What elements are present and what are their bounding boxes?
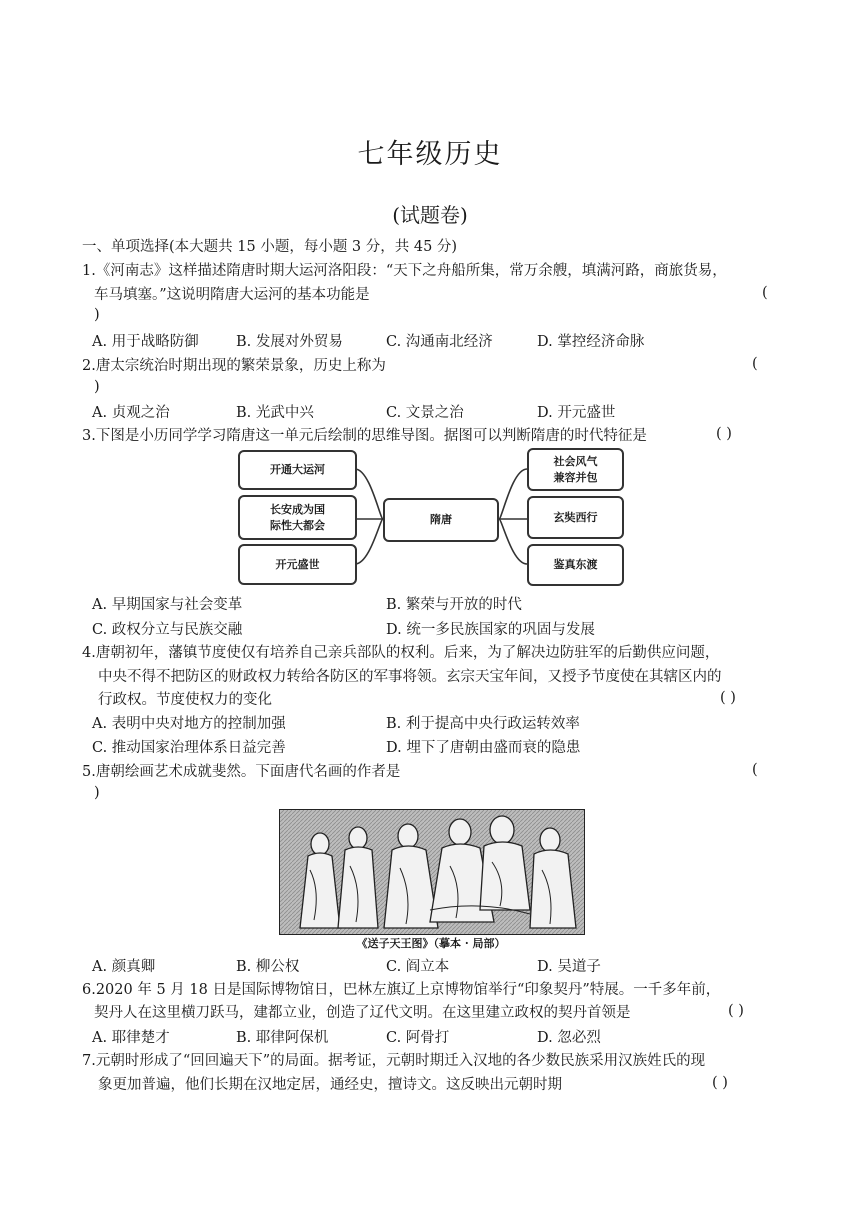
q7-answer-paren: ( ) [712, 1075, 728, 1091]
q1-stem-line1: 1.《河南志》这样描述隋唐时期大运河洛阳段：“天下之舟船所集，常万余艘，填满河路，商旅货易， [82, 263, 727, 279]
q1-answer-paren-close: ) [94, 307, 100, 323]
q4-option-c: C. 推动国家治理体系日益完善 [92, 740, 286, 756]
painting-image [279, 809, 585, 935]
mind-map-node-right-1: 社会风气 兼容并包 [527, 448, 624, 491]
page-subtitle: (试题卷) [392, 203, 468, 227]
q6-stem-line2: 契丹人在这里横刀跃马，建都立业，创造了辽代文明。在这里建立政权的契丹首领是 [94, 1005, 631, 1021]
q4-stem-line3: 行政权。节度使权力的变化 [98, 692, 272, 708]
q6-stem-line1: 6.2020 年 5 月 18 日是国际博物馆日，巴林左旗辽上京博物馆举行“印象契丹”特展。一千多年前， [82, 982, 721, 998]
q5-answer-paren-open: ( [752, 762, 758, 778]
q4-option-d: D. 埋下了唐朝由盛而衰的隐患 [386, 740, 581, 756]
q6-option-a: A. 耶律楚才 [92, 1030, 170, 1046]
q3-option-b: B. 繁荣与开放的时代 [386, 597, 522, 613]
q3-answer-paren: ( ) [716, 426, 732, 442]
page-title: 七年级历史 [357, 139, 503, 170]
q2-stem-line1: 2.唐太宗统治时期出现的繁荣景象，历史上称为 [82, 358, 386, 374]
q5-stem-line1: 5.唐朝绘画艺术成就斐然。下面唐代名画的作者是 [82, 764, 401, 780]
q2-answer-paren-close: ) [94, 379, 100, 395]
q2-option-a: A. 贞观之治 [92, 405, 170, 421]
connector-left-bottom [355, 519, 383, 564]
mind-map-node-center: 隋唐 [383, 498, 499, 542]
mind-map-node-left-1: 开通大运河 [238, 450, 357, 490]
q6-answer-paren: ( ) [728, 1003, 744, 1019]
q2-option-d: D. 开元盛世 [537, 405, 616, 421]
q5-answer-paren-close: ) [94, 785, 100, 801]
q3-option-a: A. 早期国家与社会变革 [92, 597, 243, 613]
painting-illustration [280, 810, 584, 934]
q1-option-c: C. 沟通南北经济 [386, 334, 493, 350]
q3-option-d: D. 统一多民族国家的巩固与发展 [386, 622, 595, 638]
q5-option-d: D. 吴道子 [537, 959, 601, 975]
mind-map-node-right-2: 玄奘西行 [527, 496, 624, 539]
q1-answer-paren-open: ( [762, 285, 768, 301]
mind-map-node-left-2: 长安成为国 际性大都会 [238, 495, 357, 540]
q4-answer-paren: ( ) [720, 690, 736, 706]
section-heading: 一、单项选择(本大题共 15 小题，每小题 3 分，共 45 分) [82, 239, 458, 255]
q7-stem-line2: 象更加普遍，他们长期在汉地定居，通经史，擅诗文。这反映出元朝时期 [98, 1077, 562, 1093]
connector-left-top [355, 469, 383, 519]
q6-option-d: D. 忽必烈 [537, 1030, 601, 1046]
q7-stem-line1: 7.元朝时形成了“回回遍天下”的局面。据考证，元朝时期迁入汉地的各少数民族采用汉族姓氏的现 [82, 1053, 706, 1069]
q4-option-b: B. 利于提高中央行政运转效率 [386, 716, 580, 732]
mind-map-node-left-3: 开元盛世 [238, 544, 357, 585]
q5-option-a: A. 颜真卿 [92, 959, 156, 975]
q4-stem-line1: 4.唐朝初年，藩镇节度使仅有培养自己亲兵部队的权利。后来，为了解决边防驻军的后勤供应问题， [82, 645, 720, 661]
q5-option-c: C. 阎立本 [386, 959, 450, 975]
mind-map-node-right-3: 鉴真东渡 [527, 544, 624, 586]
q4-option-a: A. 表明中央对地方的控制加强 [92, 716, 286, 732]
q1-option-a: A. 用于战略防御 [92, 334, 199, 350]
q2-option-b: B. 光武中兴 [236, 405, 314, 421]
q3-option-c: C. 政权分立与民族交融 [92, 622, 243, 638]
connector-right-top [499, 469, 527, 519]
q6-option-c: C. 阿骨打 [386, 1030, 450, 1046]
q2-option-c: C. 文景之治 [386, 405, 464, 421]
q6-option-b: B. 耶律阿保机 [236, 1030, 329, 1046]
q1-option-d: D. 掌控经济命脉 [537, 334, 645, 350]
q4-stem-line2: 中央不得不把防区的财政权力转给各防区的军事将领。玄宗天宝年间，又授予节度使在其辖区内的 [98, 669, 722, 685]
q3-stem-line1: 3.下图是小历同学学习隋唐这一单元后绘制的思维导图。据图可以判断隋唐的时代特征是 [82, 428, 647, 444]
q1-stem-line2: 车马填塞。”这说明隋唐大运河的基本功能是 [94, 287, 370, 303]
q5-option-b: B. 柳公权 [236, 959, 300, 975]
connector-right-bottom [499, 519, 527, 564]
painting-caption: 《送子天王图》（摹本 · 局部） [356, 937, 506, 950]
q2-answer-paren-open: ( [752, 356, 758, 372]
q1-option-b: B. 发展对外贸易 [236, 334, 343, 350]
